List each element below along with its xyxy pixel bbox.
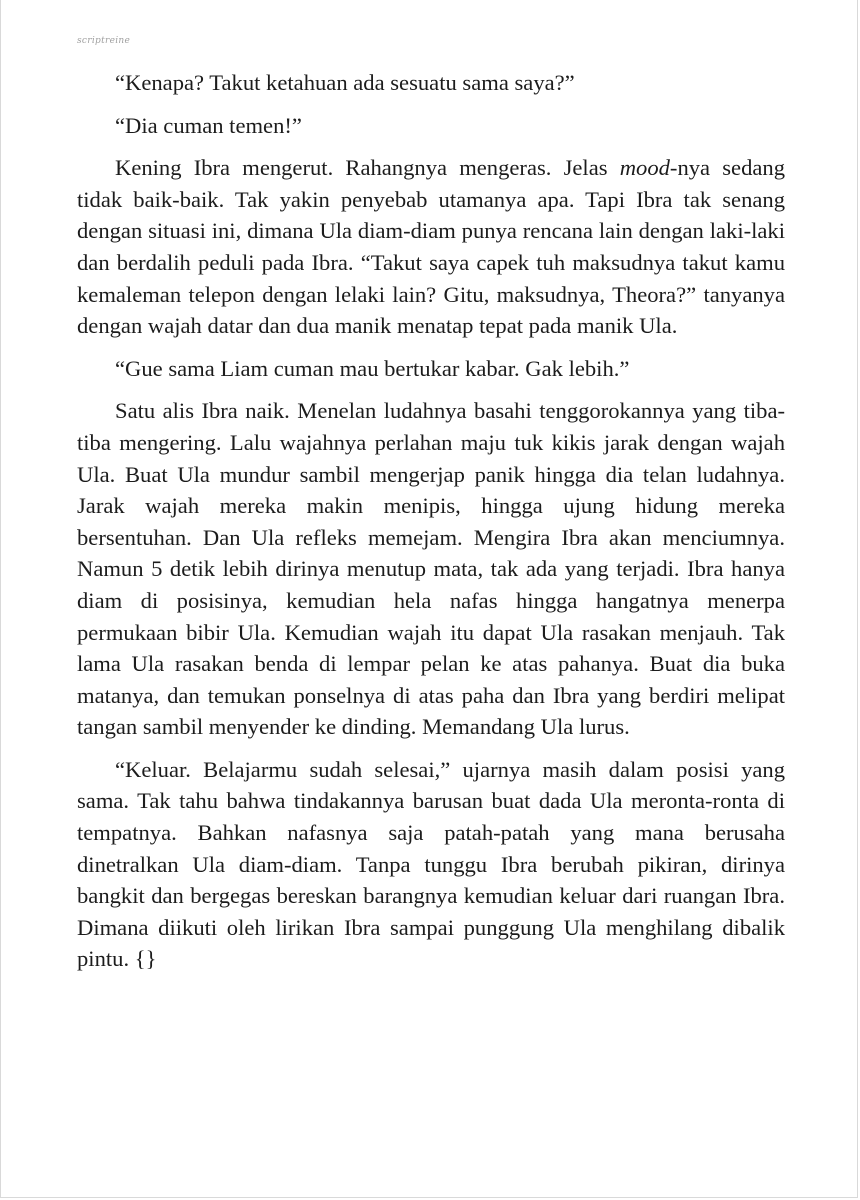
narrative-paragraph-5: Satu alis Ibra naik. Menelan ludahnya basahi tenggorokannya yang tiba-tiba mengering. Lalu wajahnya perlahan maju tuk kikis jarak dengan wajah Ula. Buat Ula mundur sambil mengerjap panik hingga dia telan ludahnya. Jarak wajah mereka makin menipis, hingga ujung hidung mereka bersentuhan. Dan Ula refleks memejam. Mengira Ibra akan menciumnya. Namun 5 detik lebih dirinya menutup mata, tak ada yang terjadi. Ibra hanya diam di posisinya, kemudian hela nafas hingga hangatnya menerpa permukaan bibir Ula. Kemudian wajah itu dapat Ula rasakan menjauh. Tak lama Ula rasakan benda di lempar pelan ke atas pahanya. Buat dia buka matanya, dan temukan ponselnya di atas paha dan Ibra yang berdiri melipat tangan sambil menyender ke dinding. Memandang Ula lurus. [77, 398, 785, 740]
narrative-paragraph-3 [77, 152, 785, 342]
story-text [77, 67, 785, 986]
dialogue-paragraph-4: “Gue sama Liam cuman mau bertukar kabar. Gak lebih.” [115, 355, 630, 381]
paragraph-3-italic-word: mood [619, 155, 670, 181]
paragraph-3-start: Kening Ibra mengerut. Rahangnya mengeras. Jelas [115, 155, 620, 181]
narrative-paragraph-6: “Keluar. Belajarmu sudah selesai,” ujarnya masih dalam posisi yang sama. Tak tahu bahwa tindakannya barusan buat dada Ula meronta-ronta di tempatnya. Bahkan nafasnya saja patah-patah yang mana berusaha dinetralkan Ula diam-diam. Tanpa tunggu Ibra berubah pikiran, dirinya bangkit dan bergegas bereskan barangnya kemudian keluar dari ruangan Ibra. Dimana diikuti oleh lirikan Ibra sampai punggung Ula menghilang dibalik pintu. {} [77, 756, 785, 972]
paragraph-3-rest: -nya sedang tidak baik-baik. Tak yakin penyebab utamanya apa. Tapi Ibra tak senang dengan situasi ini, dimana Ula diam-diam punya rencana lain dengan laki-laki dan berdalih peduli pada Ibra. “Takut saya capek tuh maksudnya takut kamu kemaleman telepon dengan lelaki lain? Gitu, maksudnya, Theora?” tanyanya dengan wajah datar dan dua manik menatap tepat pada manik Ula. [77, 155, 785, 339]
dialogue-paragraph-1: “Kenapa? Takut ketahuan ada sesuatu sama saya?” [115, 70, 575, 95]
dialogue-paragraph-2: “Dia cuman temen!” [115, 112, 302, 138]
author-watermark: scriptreine [77, 36, 131, 46]
